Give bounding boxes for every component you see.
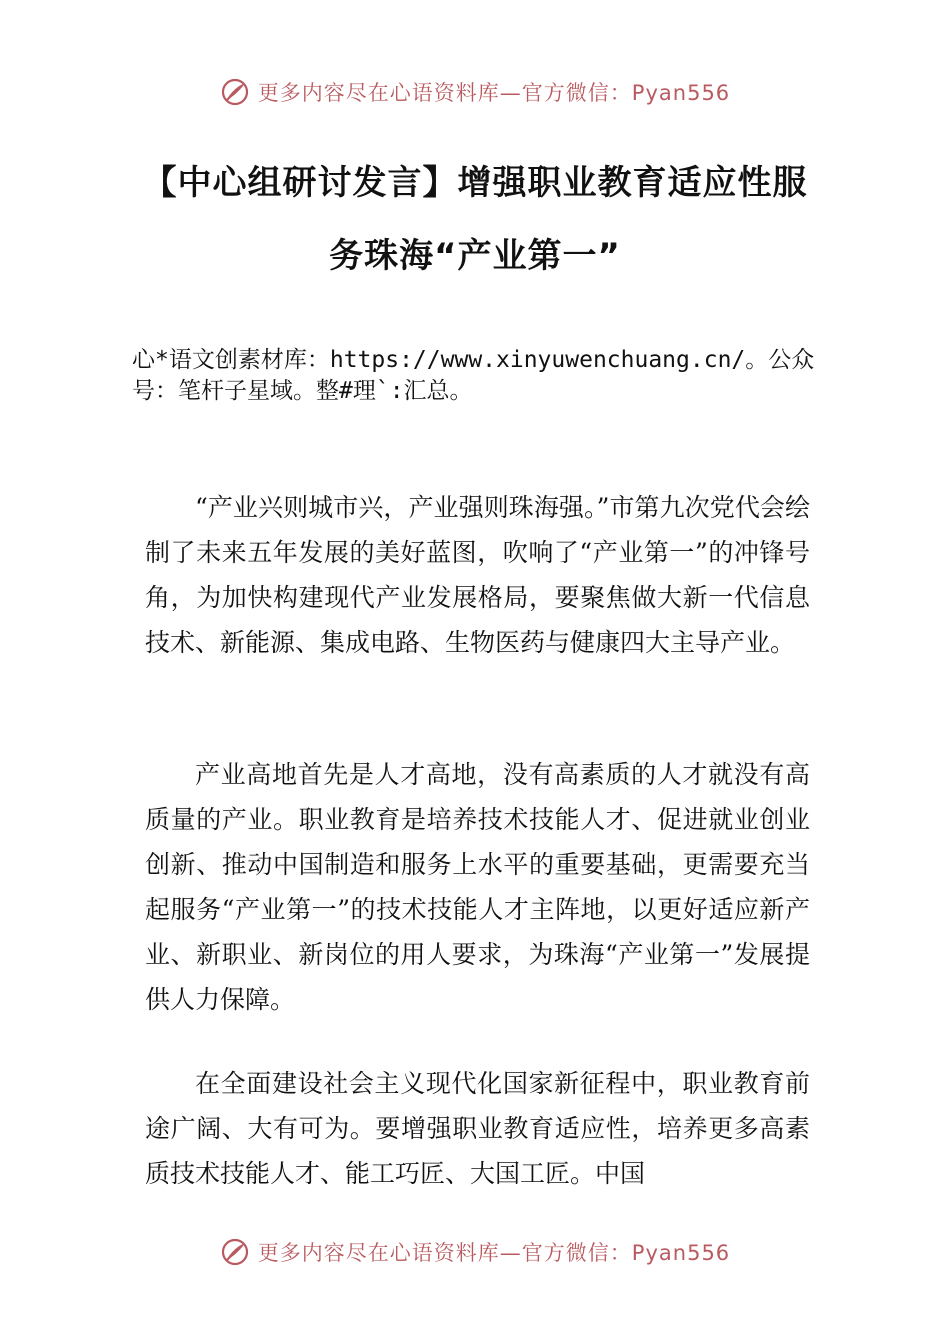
paragraph-3: 在全面建设社会主义现代化国家新征程中，职业教育前途广阔、大有可为。要增强职业教育适应性，培养更多高素质技术技能人才、能工巧匠、大国工匠。中国 xyxy=(145,1069,810,1188)
quill-logo-icon xyxy=(220,77,250,107)
quill-logo-icon xyxy=(220,1237,250,1267)
header-banner xyxy=(0,70,950,114)
document-title-line-1: 【中心组研讨发言】增强职业教育适应性服 xyxy=(142,163,808,203)
source-note: 心*语文创素材库：https://www.xinyuwenchuang.cn/。公众号：笔杆子星域。整#理`:汇总。 xyxy=(132,347,815,404)
banner-text: 更多内容尽在心语资料库—官方微信：Pyan556 xyxy=(257,1241,731,1265)
paragraph-1: “产业兴则城市兴，产业强则珠海强。”市第九次党代会绘制了未来五年发展的美好蓝图，吹响了“产业第一”的冲锋号角，为加快构建现代产业发展格局，要聚焦做大新一代信息技术、新能源、集成电路、生物医药与健康四大主导产业。 xyxy=(145,493,810,657)
footer-banner xyxy=(0,1230,950,1274)
banner-text: 更多内容尽在心语资料库—官方微信：Pyan556 xyxy=(257,81,731,105)
document-title-line-2: 务珠海“产业第一” xyxy=(329,236,621,276)
paragraph-2: 产业高地首先是人才高地，没有高素质的人才就没有高质量的产业。职业教育是培养技术技能人才、促进就业创业创新、推动中国制造和服务上水平的重要基础，更需要充当起服务“产业第一”的技术技能人才主阵地，以更好适应新产业、新职业、新岗位的用人要求，为珠海“产业第一”发展提供人力保障。 xyxy=(145,760,810,1014)
